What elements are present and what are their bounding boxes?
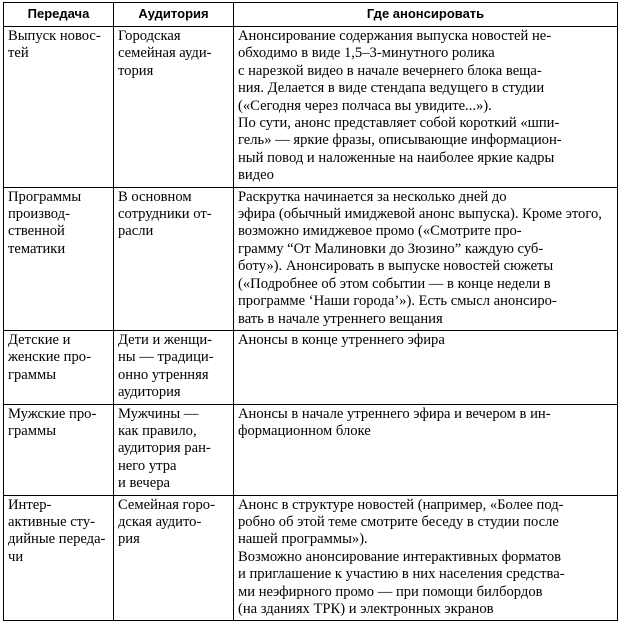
cell-text-line: граммы (8, 422, 57, 439)
cell-text-line: («Подробнее об этом событии — в конце недели в (238, 275, 551, 292)
cell-text-line: сотрудники от- (118, 206, 212, 223)
cell-text-line: ния. Делается в виде стендапа ведущего в студии (238, 80, 545, 97)
cell-text-line: тория (118, 62, 154, 79)
table-row (4, 404, 618, 495)
table-row (4, 187, 618, 330)
cell-text-line: видео (238, 167, 274, 184)
cell-where (234, 330, 618, 404)
table-row (4, 27, 618, 188)
cell-text-line: ми неэфирного промо — при помощи билбордов (238, 583, 543, 600)
cell-text-line: тематики (8, 240, 66, 257)
cell-text-line: ственной (8, 223, 65, 240)
cell-text-line: гель» — яркие фразы, описывающие информацион- (238, 132, 562, 149)
cell-text-line: грамму “От Малиновки до Зюзино” каждую суб- (238, 240, 544, 257)
cell-audience (114, 404, 234, 495)
cell-text-line: Анонс в структуре новостей (например, «Более под- (238, 496, 564, 513)
cell-text-line: активные сту- (8, 513, 96, 530)
cell-text-line: Анонсы в начале утреннего эфира и вечером в ин- (238, 405, 551, 422)
cell-text-line: Выпуск новос- (8, 28, 101, 44)
cell-text-line: расли (118, 223, 154, 240)
cell-where (234, 495, 618, 621)
cell-text-line: возможно имиджевое промо («Смотрите про- (238, 223, 522, 240)
cell-where (234, 404, 618, 495)
table-row (4, 330, 618, 404)
cell-text-line: Мужчины — (118, 405, 199, 422)
cell-program (4, 187, 114, 330)
promotion-table (3, 2, 618, 621)
cell-text-line: чи (8, 548, 24, 565)
cell-text-line: Программы (8, 188, 82, 205)
cell-audience (114, 330, 234, 404)
header-program: Передача (4, 3, 114, 27)
cell-text-line: боту»). Анонсировать в выпуске новостей сюжеты (238, 258, 554, 275)
cell-text-line: рия (118, 531, 140, 548)
cell-text-line: и вечера (118, 475, 170, 492)
cell-text-line: («Сегодня через полчаса вы увидите...»). (238, 97, 492, 114)
cell-text-line: онно утренняя (118, 366, 209, 383)
cell-text-line: вать в начале утреннего вещания (238, 310, 443, 327)
cell-text-line: него утра (118, 457, 177, 474)
cell-text-line: Раскрутка начинается за несколько дней до (238, 188, 507, 205)
cell-where (234, 187, 618, 330)
cell-text-line: Детские и (8, 331, 71, 348)
cell-text-line: граммы (8, 366, 57, 383)
cell-text-line: робно об этой теме смотрите беседу в студии после (238, 513, 559, 530)
cell-text-line: В основном (118, 188, 192, 205)
cell-text-line: ны — традици- (118, 349, 214, 366)
cell-program (4, 495, 114, 621)
cell-text-line: семейная ауди- (118, 45, 212, 62)
table-row (4, 495, 618, 621)
cell-program (4, 330, 114, 404)
cell-text-line: и приглашение к участию в них населения средства- (238, 566, 565, 583)
cell-text-line: дийные переда- (8, 531, 106, 548)
cell-text-line: нашей программы»). (238, 531, 368, 548)
cell-text-line: Интер- (8, 496, 52, 513)
cell-where (234, 27, 618, 188)
cell-text-line: обходимо в виде 1,5–3-минутного ролика (238, 45, 495, 62)
cell-program (4, 404, 114, 495)
cell-text-line: По сути, анонс представляет собой короткий «шпи- (238, 115, 560, 132)
cell-audience (114, 495, 234, 621)
cell-text-line: эфира (обычный имиджевой анонс выпуска). Кроме этого, (238, 206, 602, 223)
cell-text-line: как правило, (118, 422, 197, 439)
cell-text-line: Анонсы в конце утреннего эфира (238, 331, 445, 348)
cell-text-line: Анонсирование содержания выпуска новостей не- (238, 28, 552, 44)
cell-text-line: Дети и женщи- (118, 331, 212, 348)
cell-text-line: дская аудито- (118, 513, 202, 530)
cell-text-line: женские про- (8, 349, 91, 366)
header-where: Где анонсировать (234, 3, 618, 27)
cell-text-line: формационном блоке (238, 422, 371, 439)
cell-text-line: аудитория (118, 384, 181, 401)
cell-text-line: с нарезкой видео в начале вечернего блока веща- (238, 62, 542, 79)
cell-text-line: Городская (118, 28, 181, 44)
cell-text-line: тей (8, 45, 29, 62)
cell-text-line: Мужские про- (8, 405, 97, 422)
cell-text-line: Возможно анонсирование интерактивных форматов (238, 548, 562, 565)
cell-audience (114, 187, 234, 330)
cell-program (4, 27, 114, 188)
cell-text-line: Семейная горо- (118, 496, 215, 513)
cell-text-line: аудитория ран- (118, 440, 211, 457)
cell-text-line: производ- (8, 206, 70, 223)
header-row (4, 3, 618, 27)
cell-text-line: программе ‘Наши города’»). Есть смысл анонсиро- (238, 293, 557, 310)
cell-audience (114, 27, 234, 188)
header-audience: Аудитория (114, 3, 234, 27)
cell-text-line: (на зданиях ТРК) и электронных экранов (238, 601, 494, 617)
cell-text-line: ный повод и наложенные на наиболее яркие кадры (238, 149, 555, 166)
